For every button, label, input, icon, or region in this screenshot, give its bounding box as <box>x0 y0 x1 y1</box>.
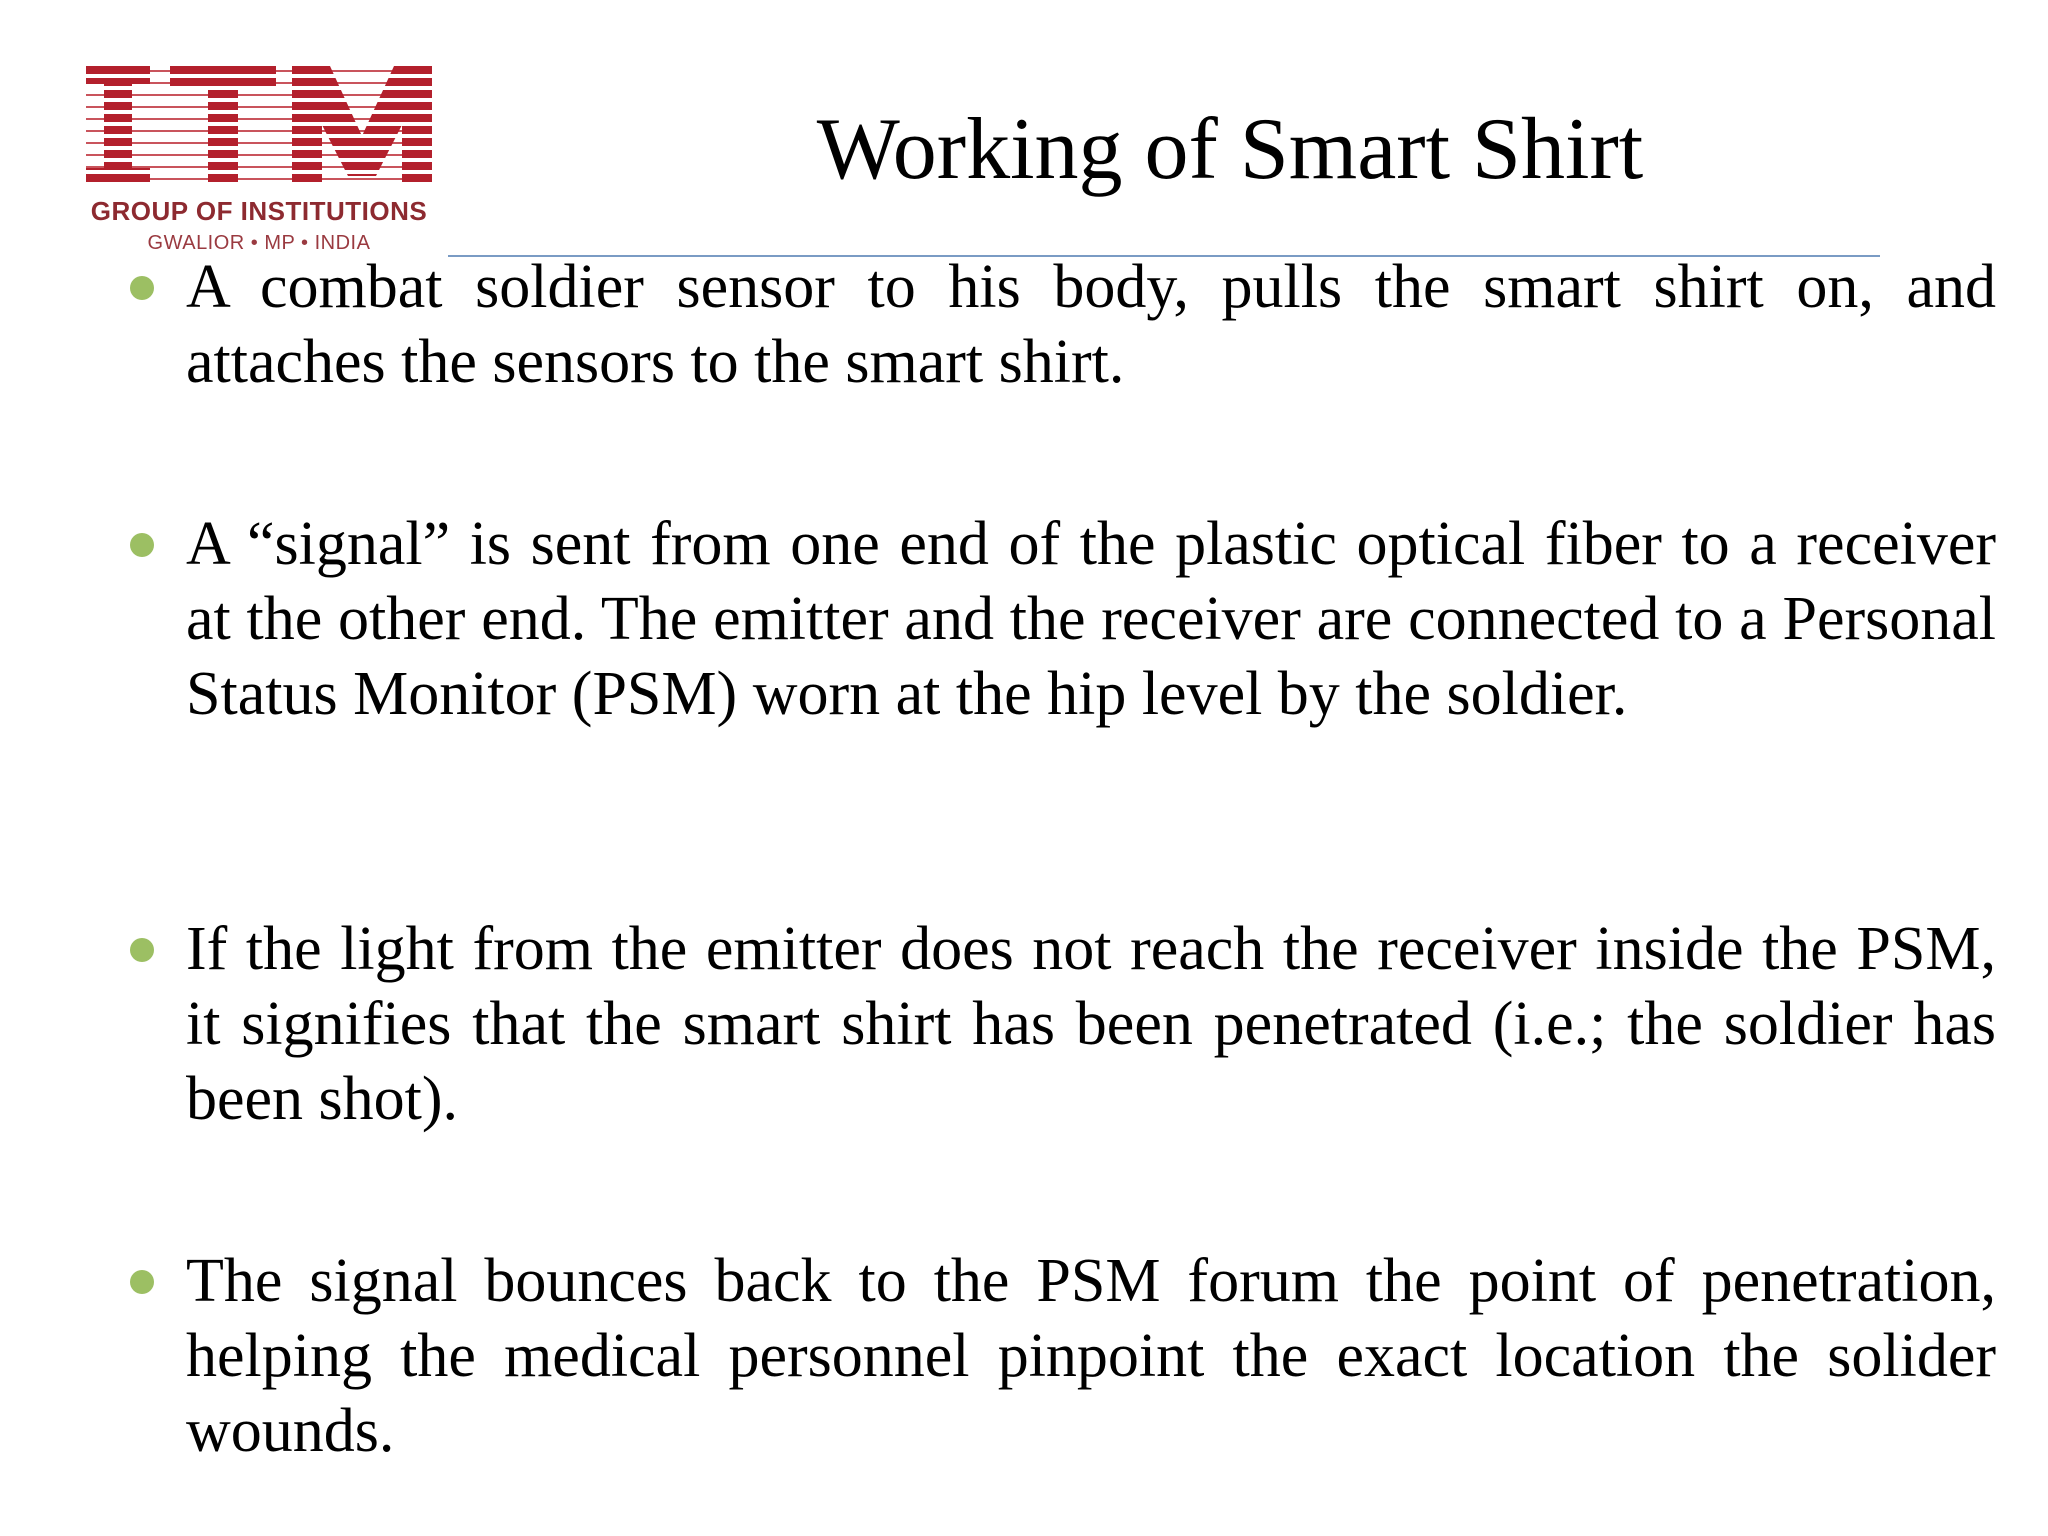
logo-group-text: GROUP OF INSTITUTIONS <box>90 196 428 226</box>
logo-location-text: GWALIOR • MP • INDIA <box>147 232 371 254</box>
bullet-item <box>186 250 1996 400</box>
bullet-dot-icon <box>130 938 154 962</box>
slide-title: Working of Smart Shirt <box>816 101 1644 198</box>
bullet-text: If the light from the emitter does not reach the receiver inside the PSM, it signifies that the smart shirt has been penetrated (i.e.; the soldier has been shot). <box>186 915 1996 1133</box>
bullet-item <box>186 912 1996 1137</box>
bullet-dot-icon <box>130 1270 154 1294</box>
bullet-item <box>186 507 1996 732</box>
bullet-text: A combat soldier sensor to his body, pulls the smart shirt on, and attaches the sensors to the smart shirt. <box>186 253 1996 396</box>
bullet-dot-icon <box>130 276 154 300</box>
bullet-dot-icon <box>130 533 154 557</box>
bullet-text: A “signal” is sent from one end of the plastic optical fiber to a receiver at the other end. The emitter and the receiver are connected to a Personal Status Monitor (PSM) worn at the hip level by the soldier. <box>186 510 1996 728</box>
bullet-text: The signal bounces back to the PSM forum the point of penetration, helping the medical personnel pinpoint the exact location the solider wounds. <box>186 1247 1996 1465</box>
bullet-item <box>186 1244 1996 1469</box>
